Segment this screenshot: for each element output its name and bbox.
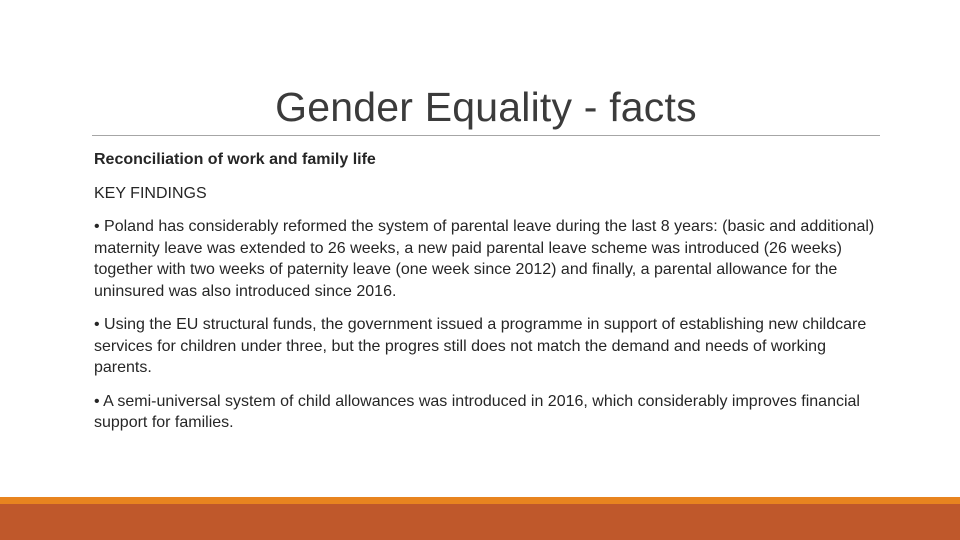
finding-bullet: • A semi-universal system of child allowances was introduced in 2016, which considerably improves financial support for families. [94, 392, 860, 431]
footer-accent-stripe [0, 497, 960, 504]
finding-bullet: • Using the EU structural funds, the government issued a programme in support of establishing new childcare services for children under three, but the progres still does not match the demand and needs of working parents. [94, 316, 867, 376]
slide-title: Gender Equality - facts [275, 84, 697, 130]
key-findings-label: KEY FINDINGS [94, 184, 207, 202]
footer-band [0, 504, 960, 540]
section-subheading: Reconciliation of work and family life [94, 151, 376, 168]
title-divider [92, 135, 880, 136]
finding-bullet: • Poland has considerably reformed the system of parental leave during the last 8 years: (basic and additional) maternity leave was extended to 26 weeks, a new paid parental leave scheme was introduced (26 weeks) together with two weeks of paternity leave (one week since 2012) and finally, a parental allowance for the uninsured was also introduced since 2016. [94, 218, 875, 300]
slide-body [94, 149, 884, 446]
